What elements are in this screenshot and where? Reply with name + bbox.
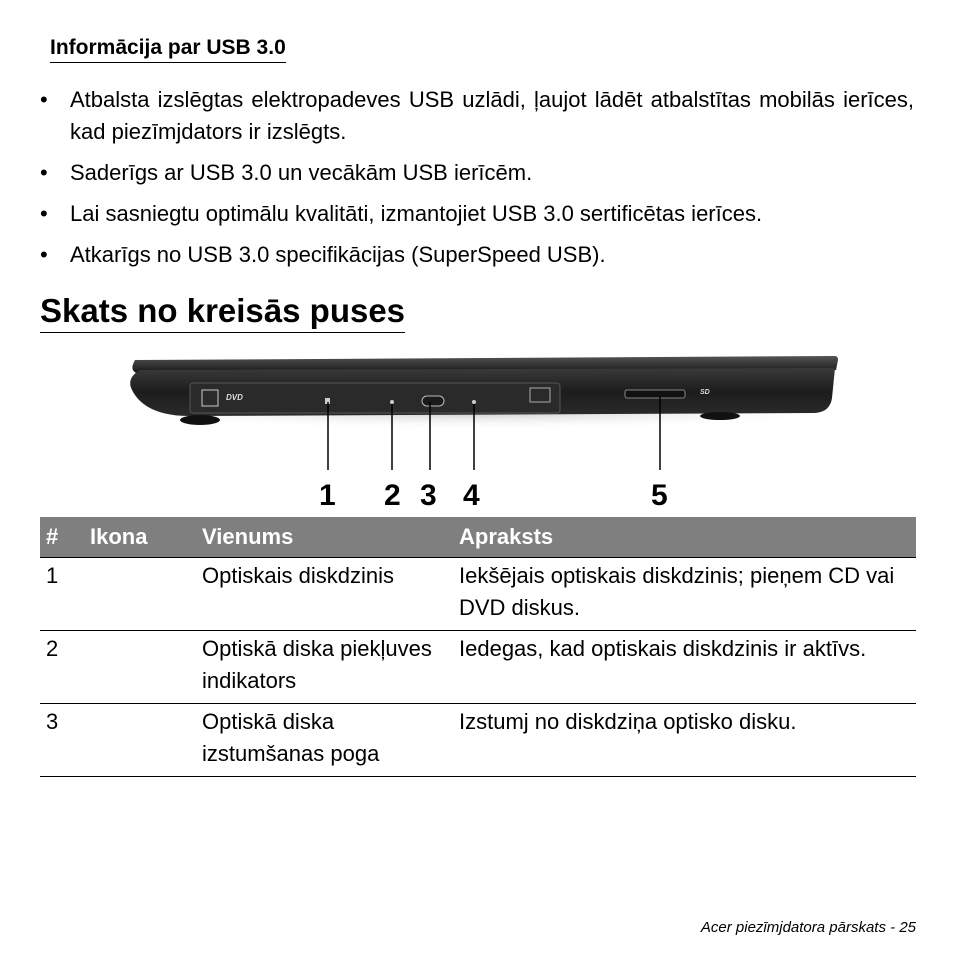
sd-logo-icon: SD — [700, 389, 710, 396]
callout-number-5: 5 — [651, 479, 668, 512]
bullet-icon: • — [40, 242, 48, 267]
rear-foot — [700, 412, 740, 420]
footer-text: Acer piezīmjdatora pārskats - — [700, 919, 896, 936]
list-item-text: Lai sasniegtu optimālu kvalitāti, izmantojiet USB 3.0 sertificētas ierīces. — [70, 201, 763, 226]
callout-number-4: 4 — [463, 479, 480, 512]
callout-number-2: 2 — [384, 479, 401, 512]
laptop-left-side-image — [80, 350, 880, 520]
list-item-text: Saderīgs ar USB 3.0 un vecākām USB ierīcēm. — [70, 160, 533, 185]
table-header-row — [40, 517, 916, 558]
row-number: 2 — [40, 631, 84, 704]
row-item: Optiskā diska piekļuves indikators — [196, 631, 453, 704]
row-item: Optiskais diskdzinis — [196, 558, 453, 631]
list-item — [40, 84, 914, 148]
optical-drive-indicator — [390, 400, 394, 404]
front-foot — [180, 415, 220, 425]
table-row — [40, 631, 916, 704]
row-description: Iedegas, kad optiskais diskdzinis ir aktīvs. — [453, 631, 916, 704]
header-number: # — [40, 517, 84, 558]
list-item — [40, 239, 914, 271]
eject-button — [422, 396, 444, 406]
emergency-eject-hole — [472, 400, 476, 404]
header-icon: Ikona — [84, 517, 196, 558]
callout-number-1: 1 — [319, 479, 336, 512]
list-item-text: Atkarīgs no USB 3.0 specifikācijas (SuperSpeed USB). — [70, 242, 606, 267]
header-item: Vienums — [196, 517, 453, 558]
row-number: 1 — [40, 558, 84, 631]
bullet-icon: • — [40, 87, 48, 112]
bullet-icon: • — [40, 201, 48, 226]
row-icon — [84, 704, 196, 777]
list-item — [40, 157, 914, 189]
row-number: 3 — [40, 704, 84, 777]
row-item: Optiskā diska izstumšanas poga — [196, 704, 453, 777]
table-row — [40, 558, 916, 631]
row-icon — [84, 631, 196, 704]
left-view-heading: Skats no kreisās puses — [40, 290, 405, 333]
table-row — [40, 704, 916, 777]
list-item — [40, 198, 914, 230]
optical-drive-tray — [190, 383, 560, 413]
usb-section-heading: Informācija par USB 3.0 — [50, 34, 286, 63]
dvd-logo-icon: DVD — [226, 393, 243, 402]
page-footer — [701, 918, 916, 938]
usb-feature-list — [40, 84, 914, 280]
bullet-icon: • — [40, 160, 48, 185]
row-description: Iekšējais optiskais diskdzinis; pieņem CD vai DVD diskus. — [453, 558, 916, 631]
card-reader-slot — [625, 390, 685, 398]
list-item-text: Atbalsta izslēgtas elektropadeves USB uzlādi, ļaujot lādēt atbalstītas mobilās ierīces, kad piezīmjdators ir izslēgts. — [70, 87, 914, 144]
row-description: Izstumj no diskdziņa optisko disku. — [453, 704, 916, 777]
row-icon — [84, 558, 196, 631]
left-view-table — [40, 517, 916, 777]
header-description: Apraksts — [453, 517, 916, 558]
page-number: 25 — [899, 919, 916, 936]
callout-number-3: 3 — [420, 479, 437, 512]
